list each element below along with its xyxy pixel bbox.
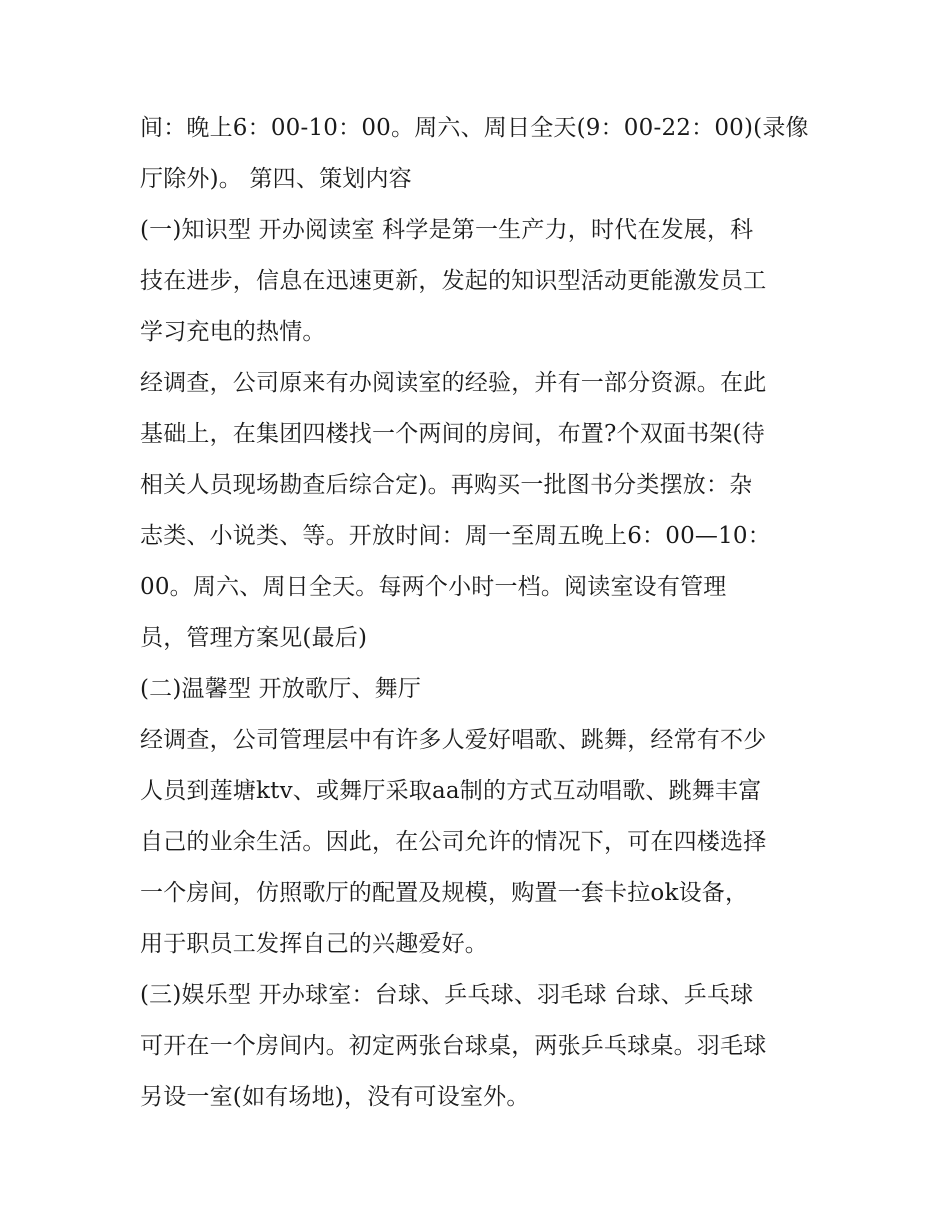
text-line: 学习充电的热情。 <box>140 319 326 345</box>
text-line: 相关人员现场勘查后综合定)。再购买一批图书分类摆放：杂 <box>140 472 753 498</box>
text-line: 可开在一个房间内。初定两张台球桌，两张乒乓球桌。羽毛球 <box>140 1033 767 1059</box>
text-line: (二)温馨型 开放歌厅、舞厅 <box>140 676 422 702</box>
text-line: (一)知识型 开办阅读室 科学是第一生产力，时代在发展，科 <box>140 217 754 243</box>
text-line: 人员到莲塘ktv、或舞厅采取aa制的方式互动唱歌、跳舞丰富 <box>140 778 762 804</box>
text-line: 另设一室(如有场地)，没有可设室外。 <box>140 1084 530 1110</box>
text-line: 用于职员工发挥自己的兴趣爱好。 <box>140 931 488 957</box>
text-line: 经调查，公司管理层中有许多人爱好唱歌、跳舞，经常有不少 <box>140 727 767 753</box>
text-line: 间：晚上6：00-10：00。周六、周日全天(9：00-22：00)(录像 <box>140 115 809 141</box>
text-line: 志类、小说类、等。开放时间：周一至周五晚上6：00—10： <box>140 523 771 549</box>
text-line: 00。周六、周日全天。每两个小时一档。阅读室设有管理 <box>140 574 727 600</box>
text-line: 一个房间，仿照歌厅的配置及规模，购置一套卡拉ok设备， <box>140 880 749 906</box>
text-line: 技在进步，信息在迅速更新，发起的知识型活动更能激发员工 <box>140 268 767 294</box>
text-line: 基础上，在集团四楼找一个两间的房间，布置?个双面书架(待 <box>140 421 765 447</box>
text-line: 经调查，公司原来有办阅读室的经验，并有一部分资源。在此 <box>140 370 767 396</box>
text-line: 厅除外)。 第四、策划内容 <box>140 166 412 192</box>
text-line: (三)娱乐型 开办球室：台球、乒乓球、羽毛球 台球、乒乓球 <box>140 982 754 1008</box>
text-line: 员，管理方案见(最后) <box>140 625 368 651</box>
text-line: 自己的业余生活。因此，在公司允许的情况下，可在四楼选择 <box>140 829 767 855</box>
